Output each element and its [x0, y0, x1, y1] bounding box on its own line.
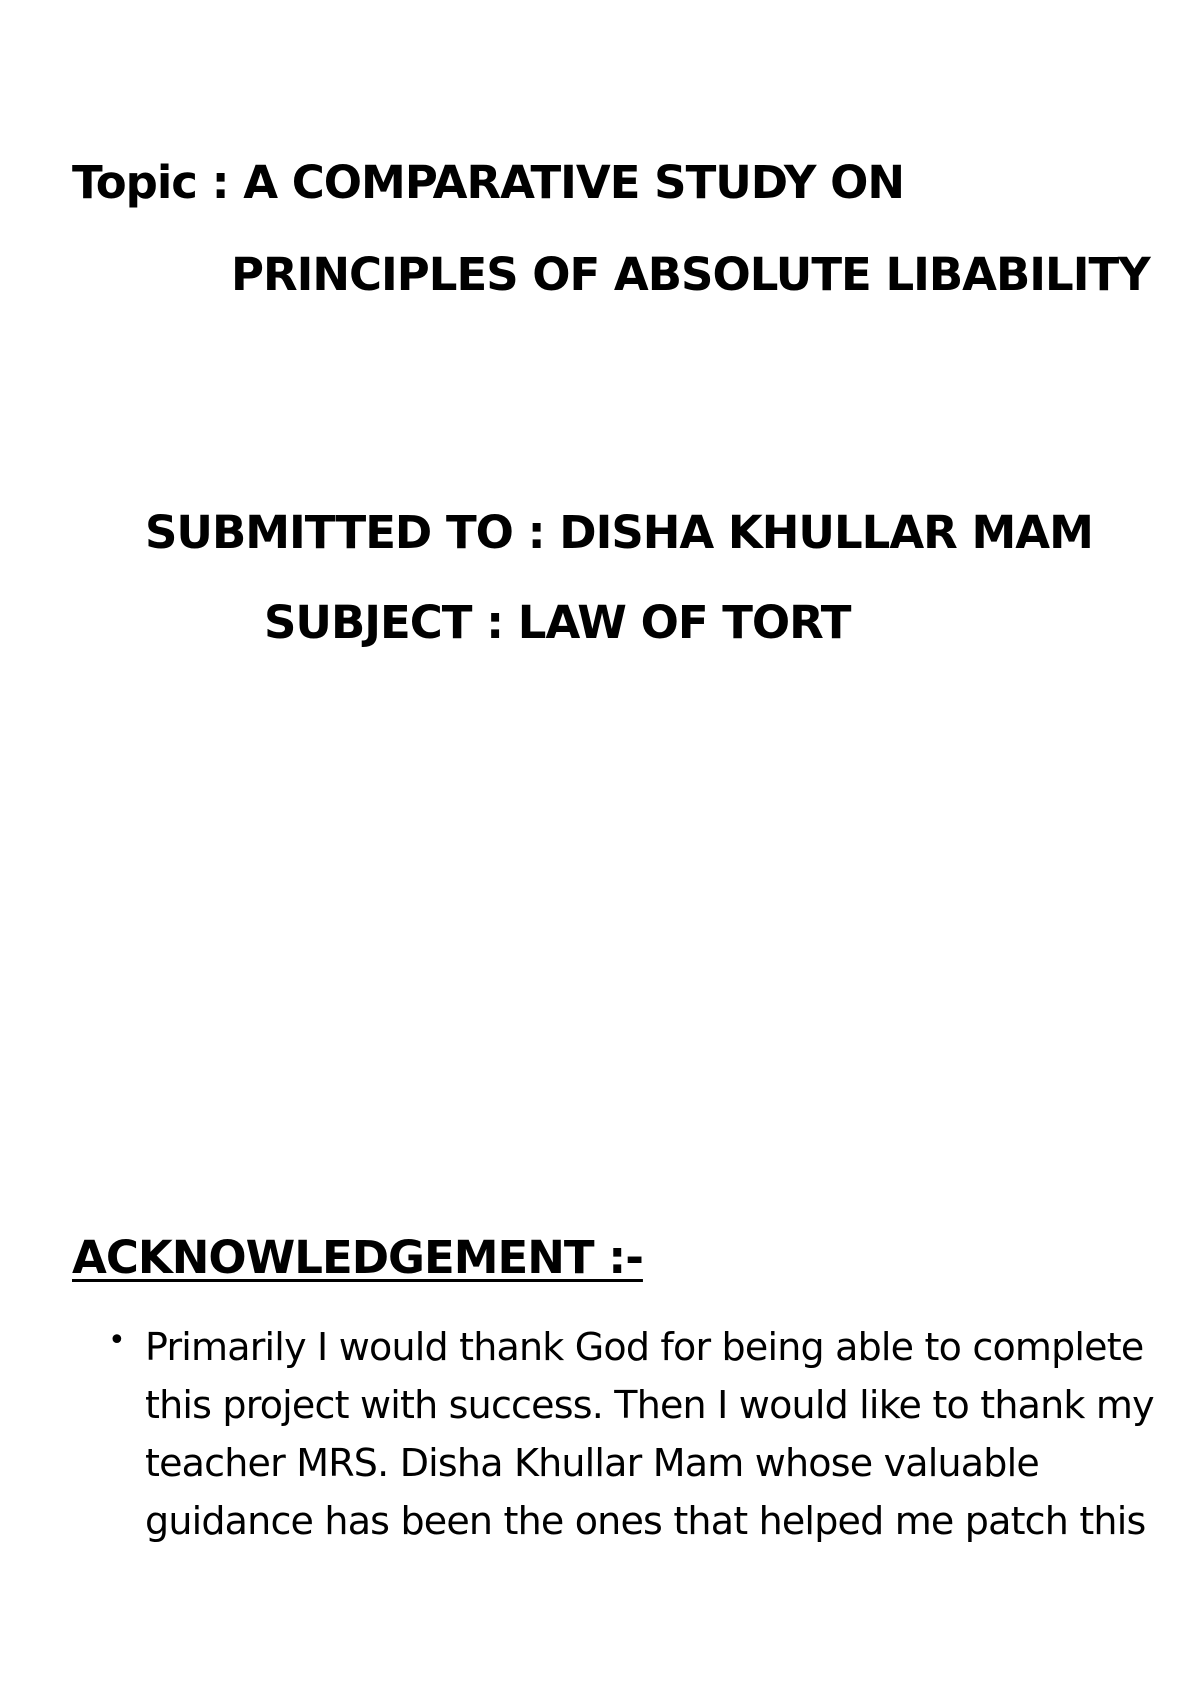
- acknowledgement-line-2: this project with success. Then I would like to thank my: [145, 1383, 1154, 1427]
- bullet-icon: •: [108, 1323, 126, 1358]
- list-item: [0, 1318, 1200, 1550]
- topic-line-1: Topic : A COMPARATIVE STUDY ON: [72, 156, 905, 209]
- submitted-to-line: SUBMITTED TO : DISHA KHULLAR MAM: [145, 506, 1093, 559]
- topic-line-2: PRINCIPLES OF ABSOLUTE LIBABILITY: [231, 248, 1150, 301]
- acknowledgement-line-1: Primarily I would thank God for being able to complete: [145, 1325, 1144, 1369]
- acknowledgement-line-3: teacher MRS. Disha Khullar Mam whose valuable: [145, 1441, 1039, 1485]
- acknowledgement-line-4: guidance has been the ones that helped me patch this: [145, 1499, 1146, 1543]
- acknowledgement-heading: ACKNOWLEDGEMENT :-: [72, 1231, 643, 1284]
- subject-line: SUBJECT : LAW OF TORT: [264, 596, 851, 649]
- acknowledgement-list: [0, 1318, 1200, 1550]
